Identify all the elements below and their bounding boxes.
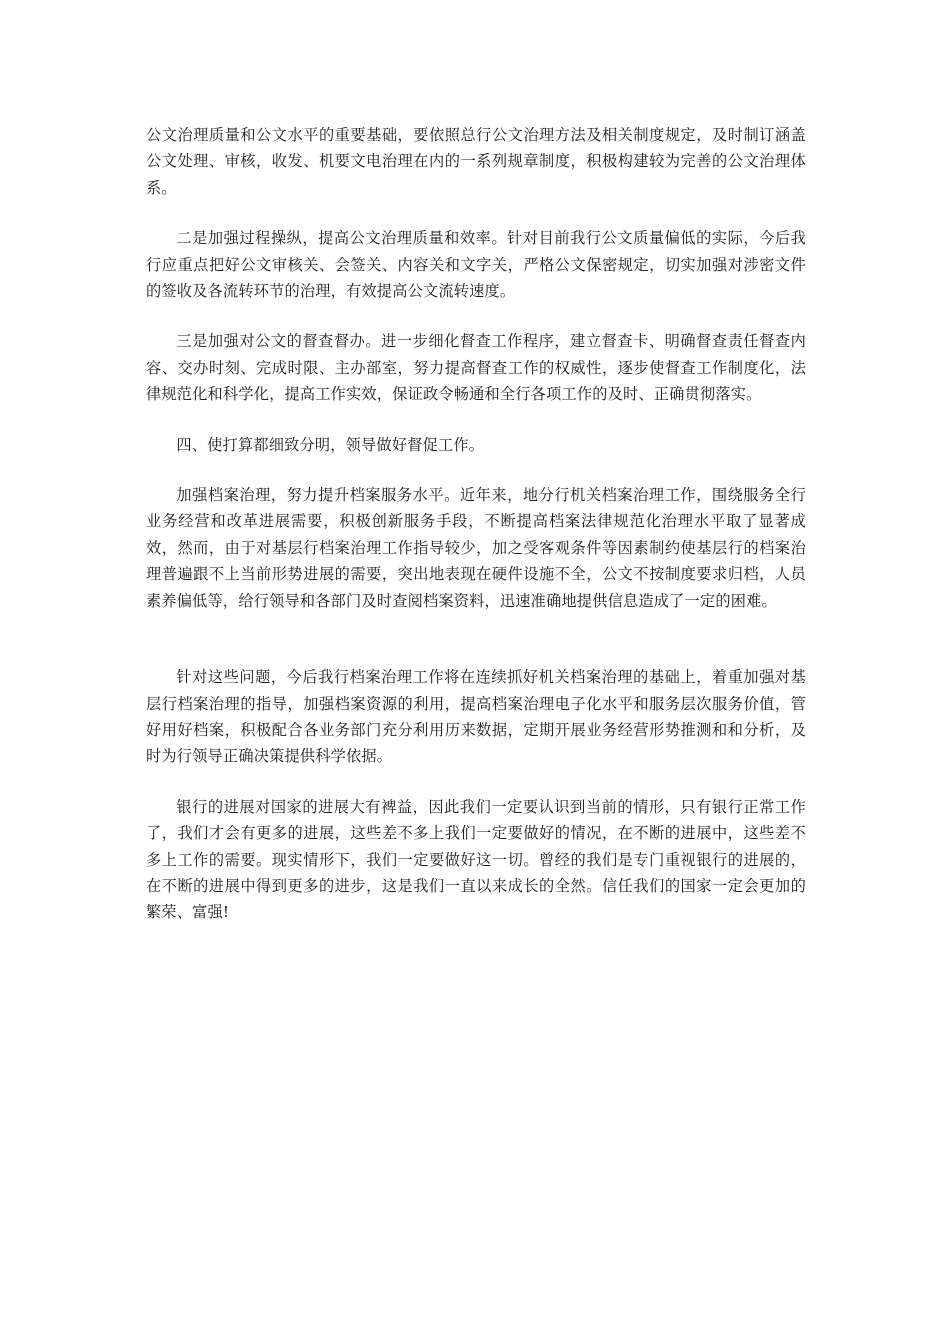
paragraph-archive-plan: 针对这些问题，今后我行档案治理工作将在连续抓好机关档案治理的基础上，着重加强对基层行档案治理的指导，加强档案资源的利用，提高档案治理电子化水平和服务层次服务价值，管好用好档案，积极配合各业务部门充分利用历来数据，定期开展业务经营形势推测和和分析，及时为行领导正确决策提供科学依据。 — [146, 668, 806, 766]
paragraph-archive-management: 加强档案治理，努力提升档案服务水平。近年来，地分行机关档案治理工作，围绕服务全行业务经营和改革进展需要，积极创新服务手段，不断提高档案法律规范化治理水平取了显著成效，然而，由于对基层行档案治理工作指导较少，加之受客观条件等因素制约使基层行的档案治理普遍跟不上当前形势进展的需要，突出地表现在硬件设施不全，公文不按制度要求归档，人员素养偏低等，给行领导和各部门及时查阅档案资料，迅速准确地提供信息造成了一定的困难。 — [146, 486, 806, 610]
paragraph-conclusion: 银行的进展对国家的进展大有裨益，因此我们一定要认识到当前的情形，只有银行正常工作了，我们才会有更多的进展，这些差不多上我们一定要做好的情况，在不断的进展中，这些差不多上工作的需要。现实情形下，我们一定要做好这一切。曾经的我们是专门重视银行的进展的，在不断的进展中得到更多的进步，这是我们一直以来成长的全然。信任我们的国家一定会更加的繁荣、富强! — [146, 797, 806, 922]
paragraph-process-control: 二是加强过程操纵，提高公文治理质量和效率。针对目前我行公文质量偏低的实际，今后我行应重点把好公文审核关、会签关、内容关和文字关，严格公文保密规定，切实加强对涉密文件的签收及各流转环节的治理，有效提高公文流转速度。 — [146, 229, 806, 301]
section-heading-four: 四、使打算都细致分明，领导做好督促工作。 — [176, 435, 485, 454]
paragraph-continued: 公文治理质量和公文水平的重要基础，要依照总行公文治理方法及相关制度规定，及时制订涵盖公文处理、审核，收发、机要文电治理在内的一系列规章制度，积极构建较为完善的公文治理体系。 — [146, 126, 806, 197]
document-body — [146, 122, 806, 950]
paragraph-supervision: 三是加强对公文的督查督办。进一步细化督查工作程序，建立督查卡、明确督查责任督查内容、交办时刻、完成时限、主办部室，努力提高督查工作的权威性，逐步使督查工作制度化，法律规范化和科学化，提高工作实效，保证政令畅通和全行各项工作的及时、正确贯彻落实。 — [146, 332, 806, 404]
